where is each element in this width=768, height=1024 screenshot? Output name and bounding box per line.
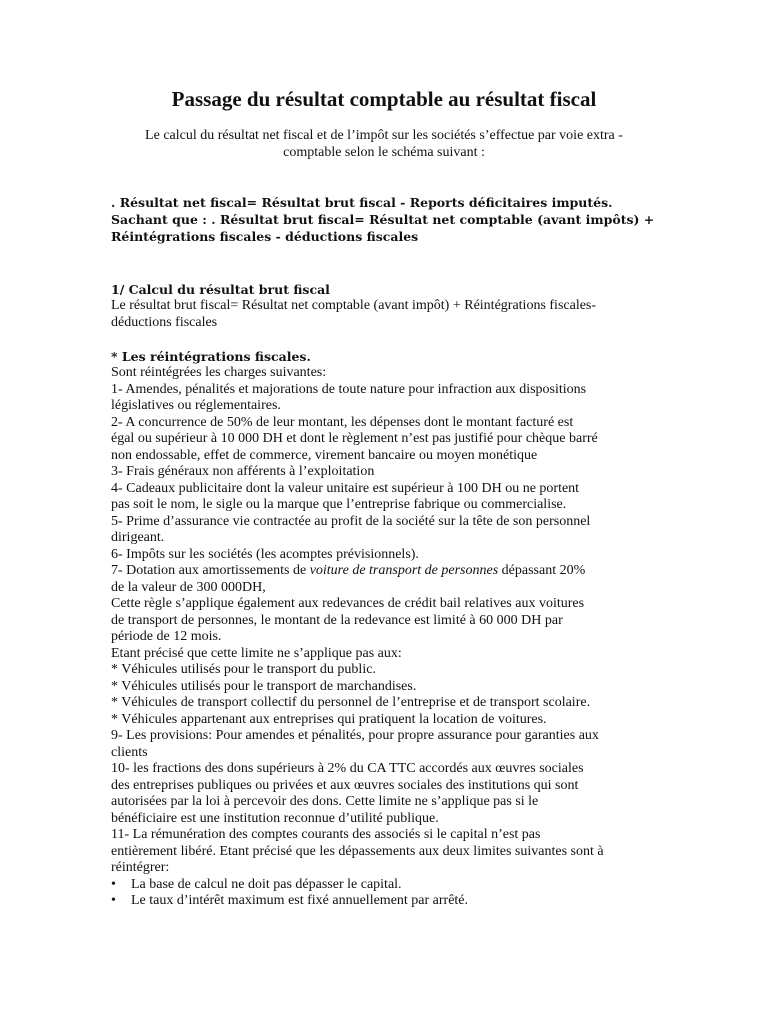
text-line: 1- Amendes, pénalités et majorations de toute nature pour infraction aux dispositions (111, 381, 587, 397)
text-line: * Véhicules de transport collectif du personnel de l’entreprise et de transport scolaire. (111, 695, 591, 710)
bullet-item (111, 877, 659, 894)
intro-line: Le calcul du résultat net fiscal et de l’impôt sur les sociétés s’effectue par voie extra - (145, 128, 623, 143)
text-line: bénéficiaire est une institution reconnue d’utilité publique. (111, 810, 439, 826)
bullet-icon: • (111, 893, 116, 908)
text-line: législatives ou réglementaires. (111, 398, 281, 413)
bullet-item (111, 893, 659, 910)
text-line: Cette règle s’applique également aux redevances de crédit bail relatives aux voitures (111, 596, 585, 611)
bullet-text: La base de calcul ne doit pas dépasser le capital. (131, 876, 402, 892)
intro-line: comptable selon le schéma suivant : (283, 145, 485, 160)
text-line: * Véhicules appartenant aux entreprises qui pratiquent la location de voitures. (111, 711, 547, 727)
text-line: clients (111, 744, 148, 760)
italic-segment: voiture de transport de personnes (309, 563, 499, 578)
text-line: réintégrer: (111, 860, 170, 875)
text-line: * Véhicules utilisés pour le transport du public. (111, 662, 376, 677)
intro-paragraph (108, 127, 660, 161)
section-line: Le résultat brut fiscal= Résultat net comptable (avant impôt) + Réintégrations fiscales- (111, 298, 597, 313)
text-line: * Véhicules utilisés pour le transport de marchandises. (111, 678, 417, 694)
text-line (111, 563, 659, 580)
text-line: de la valeur de 300 000DH, (111, 579, 266, 595)
section-heading: * Les réintégrations fiscales. (111, 349, 311, 364)
text-line: Sont réintégrées les charges suivantes: (111, 365, 327, 380)
text-line: 4- Cadeaux publicitaire dont la valeur unitaire est supérieur à 100 DH ou ne portent (111, 480, 580, 496)
text-line: période de 12 mois. (111, 629, 222, 644)
page-title: Passage du résultat comptable au résultat fiscal (171, 87, 597, 111)
text-segment: dépassant 20% (498, 563, 586, 578)
formula-line: Sachant que : . Résultat brut fiscal= Résultat net comptable (avant impôts) + (111, 212, 655, 227)
text-line: dirigeant. (111, 530, 165, 545)
bullet-text: Le taux d’intérêt maximum est fixé annuellement par arrêté. (131, 893, 469, 908)
text-line: 6- Impôts sur les sociétés (les acomptes prévisionnels). (111, 546, 419, 562)
section-heading: 1/ Calcul du résultat brut fiscal (111, 282, 330, 297)
text-line: 11- La rémunération des comptes courants des associés si le capital n’est pas (111, 827, 541, 842)
text-line: pas soit le nom, le sigle ou la marque que l’entreprise fabrique ou commercialise. (111, 497, 567, 512)
text-line: égal ou supérieur à 10 000 DH et dont le règlement n’est pas justifié pour chèque barré (111, 431, 598, 446)
formula-line: Réintégrations fiscales - déductions fiscales (111, 229, 419, 244)
text-line: 3- Frais généraux non afférents à l’exploitation (111, 464, 375, 479)
text-line: 9- Les provisions: Pour amendes et pénalités, pour propre assurance pour garanties aux (111, 728, 599, 743)
text-line: non endossable, effet de commerce, virement bancaire ou moyen monétique (111, 447, 538, 463)
formula-block (111, 194, 659, 245)
text-line: autorisées par la loi à percevoir des dons. Cette limite ne s’applique pas si le (111, 794, 539, 809)
text-line: des entreprises publiques ou privées et aux œuvres sociales des institutions qui sont (111, 777, 579, 793)
text-line: entièrement libéré. Etant précisé que les dépassements aux deux limites suivantes sont à (111, 843, 604, 859)
section-brut-fiscal (111, 281, 659, 331)
text-line: 5- Prime d’assurance vie contractée au profit de la société sur la tête de son personnel (111, 513, 591, 529)
text-line: 10- les fractions des dons supérieurs à 2% du CA TTC accordés aux œuvres sociales (111, 761, 584, 776)
section-reintegrations (111, 348, 659, 910)
text-line: de transport de personnes, le montant de la redevance est limité à 60 000 DH par (111, 612, 563, 628)
text-line: 2- A concurrence de 50% de leur montant, les dépenses dont le montant facturé est (111, 414, 574, 430)
bullet-icon: • (111, 876, 116, 892)
formula-line: . Résultat net fiscal= Résultat brut fiscal - Reports déficitaires imputés. (111, 195, 613, 210)
text-line: Etant précisé que cette limite ne s’applique pas aux: (111, 645, 402, 661)
text-segment: 7- Dotation aux amortissements de (111, 563, 310, 578)
section-line: déductions fiscales (111, 314, 218, 330)
